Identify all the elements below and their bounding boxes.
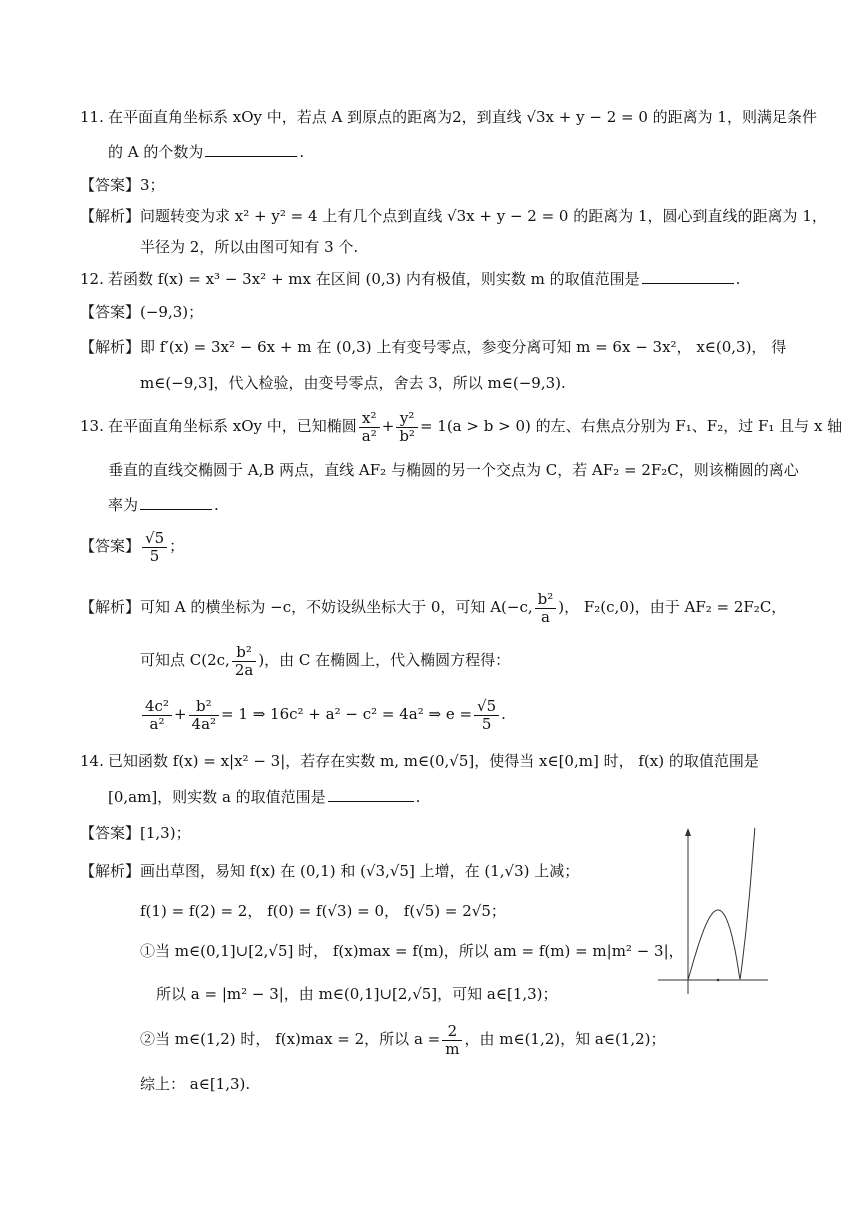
q14-analysis-line1 [80,860,579,882]
q13-answer-end: ； [169,537,185,555]
q11-answer-tag: 【答案】 [80,176,141,194]
q13-analysis-1-fnum: b² [535,591,557,609]
q13-analysis-3-f1num: 4c² [142,698,172,716]
q14-analysis-line6: 综上： a∈[1,3). [140,1075,251,1093]
q13-analysis-line1 [80,585,786,629]
q13-ellipse-y-den: b² [399,426,415,445]
q14-analysis-5-fraction [442,1023,462,1058]
q14-answer-value: [1,3)； [140,824,191,842]
q11-answer [80,174,165,196]
q13-analysis-3-mid: = 1 ⇒ 16c² + a² − c² = 4a² ⇒ e = [221,705,473,723]
q12-answer-value: (−9,3)； [140,303,204,321]
q13-period: . [214,496,219,514]
q13-analysis-2-pre: 可知点 C(2c, [140,651,230,669]
q14-stem-line2 [108,786,420,808]
q13-analysis-2-post: )，由 C 在椭圆上，代入椭圆方程得： [258,651,511,669]
q13-stem-line1 [108,402,842,450]
q14-analysis-text1: 画出草图，易知 f(x) 在 (0,1) 和 (√3,√5] 上增，在 (1,√3) 上减； [140,862,580,880]
q12-number: 12. [80,270,104,288]
q12-stem-text: 若函数 f(x) = x³ − 3x² + mx 在区间 (0,3) 内有极值，则实数 m 的取值范围是 [108,270,640,288]
q13-analysis-line2 [140,638,510,682]
tick-dot [717,979,720,982]
q13-ellipse-x-fraction [359,410,380,445]
q13-analysis-3-f1den: a² [149,714,165,733]
q12-analysis-line1 [80,336,786,358]
q13-analysis-tag: 【解析】 [80,598,141,616]
q13-analysis-line3 [140,692,506,736]
q14-analysis-5-fnum: 2 [442,1023,462,1041]
q14-stem-text2: [0,am]，则实数 a 的取值范围是 [108,788,326,806]
q12-analysis-text1: 即 f′(x) = 3x² − 6x + m 在 (0,3) 上有变号零点，参变分离可知 m = 6x − 3x²， x∈(0,3)， 得 [140,338,787,356]
q14-analysis-line3: ①当 m∈(0,1]∪[2,√5] 时， f(x)max = f(m)，所以 am = f(m) = m|m² − 3|， [140,942,684,960]
q13-ellipse-x-num: x² [359,410,380,428]
q13-analysis-3-f3den: 5 [481,714,492,733]
function-curve [688,828,755,980]
q13-analysis-3-f2num: b² [189,698,220,716]
q12-analysis-tag: 【解析】 [80,338,141,356]
q13-analysis-2-fnum: b² [232,644,257,662]
q13-answer-tag: 【答案】 [80,537,141,555]
q11-stem-line2 [108,141,304,163]
q12-answer-tag: 【答案】 [80,303,141,321]
q12-answer-blank [642,269,734,284]
q13-stem-post: = 1(a > b > 0) 的左、右焦点分别为 F₁、F₂，过 F₁ 且与 x 轴 [419,417,843,435]
q13-analysis-1-fden: a [540,607,550,626]
q13-analysis-1-fraction [535,591,557,626]
q11-period: . [299,143,305,161]
q14-analysis-line5 [140,1017,666,1061]
q13-answer-den: 5 [149,546,160,565]
q13-ellipse-y-num: y² [396,410,418,428]
q14-period: . [415,788,421,806]
q13-analysis-3-fraction2 [189,698,220,733]
q13-analysis-3-f3num: √5 [474,698,499,716]
q13-answer-fraction [142,530,167,565]
q11-analysis-line2: 半径为 2，所以由图可知有 3 个. [140,238,359,256]
q14-number: 14. [80,752,104,770]
q13-analysis-3-plus: + [173,705,187,723]
q11-number: 11. [80,108,104,126]
q11-answer-value: 3； [140,176,165,194]
q13-analysis-2-fraction [232,644,257,679]
q14-sketch-graph [650,826,770,996]
q11-analysis-text1: 问题转变为求 x² + y² = 4 上有几个点到直线 √3x + y − 2 = 0 的距离为 1，圆心到直线的距离为 1， [140,207,827,225]
q12-stem [108,268,740,290]
q14-answer-tag: 【答案】 [80,824,141,842]
q14-answer-blank [328,787,414,802]
q12-period: . [735,270,741,288]
q11-stem-text: 的 A 的个数为 [108,143,204,161]
q13-analysis-3-fraction3 [474,698,499,733]
q11-answer-blank [205,142,297,157]
q14-analysis-tag: 【解析】 [80,862,141,880]
q13-analysis-2-fden: 2a [234,660,254,679]
q13-stem-text3: 率为 [108,496,139,514]
q13-ellipse-x-den: a² [361,426,377,445]
q12-answer [80,301,203,323]
q14-analysis-5-post: ，由 m∈(1,2)，知 a∈(1,2)； [464,1030,666,1048]
q13-stem-line3 [108,494,219,516]
q12-analysis-line2: m∈(−9,3]，代入检验，由变号零点，舍去 3，所以 m∈(−9,3). [140,374,566,392]
q13-answer-blank [140,495,212,510]
q13-analysis-1-pre: 可知 A 的横坐标为 −c，不妨设纵坐标大于 0，可知 A(−c, [140,598,533,616]
q13-stem-pre: 在平面直角坐标系 xOy 中，已知椭圆 [108,417,357,435]
q14-analysis-5-pre: ②当 m∈(1,2) 时， f(x)max = 2，所以 a = [140,1030,441,1048]
q13-stem-line2: 垂直的直线交椭圆于 A,B 两点，直线 AF₂ 与椭圆的另一个交点为 C，若 AF₂ = 2F₂C，则该椭圆的离心 [108,461,799,479]
y-axis-arrow-icon [685,828,691,836]
q14-stem-line1: 已知函数 f(x) = x|x² − 3|，若存在实数 m, m∈(0,√5]，使得当 x∈[0,m] 时， f(x) 的取值范围是 [108,752,759,770]
q11-analysis-line1 [80,205,827,227]
q14-answer [80,822,191,844]
q13-analysis-3-end: . [501,705,506,723]
q13-analysis-3-fraction1 [142,698,172,733]
q14-analysis-line4: 所以 a = |m² − 3|，由 m∈(0,1]∪[2,√5]，可知 a∈[1,3)； [156,985,558,1003]
q11-stem-line1: 在平面直角坐标系 xOy 中，若点 A 到原点的距离为2，到直线 √3x + y − 2 = 0 的距离为 1，则满足条件 [108,108,817,126]
q13-answer [80,526,184,566]
q13-number: 13. [80,417,104,435]
q14-analysis-5-fden: m [445,1039,460,1058]
q11-analysis-tag: 【解析】 [80,207,141,225]
q13-answer-num: √5 [142,530,167,548]
q13-ellipse-plus: + [381,417,395,435]
q13-ellipse-y-fraction [396,410,418,445]
q13-analysis-1-post: )， F₂(c,0)，由于 AF₂ = 2F₂C， [558,598,787,616]
q14-analysis-line2: f(1) = f(2) = 2， f(0) = f(√3) = 0， f(√5) = 2√5； [140,902,506,920]
q13-analysis-3-f2den: 4a² [191,714,217,733]
